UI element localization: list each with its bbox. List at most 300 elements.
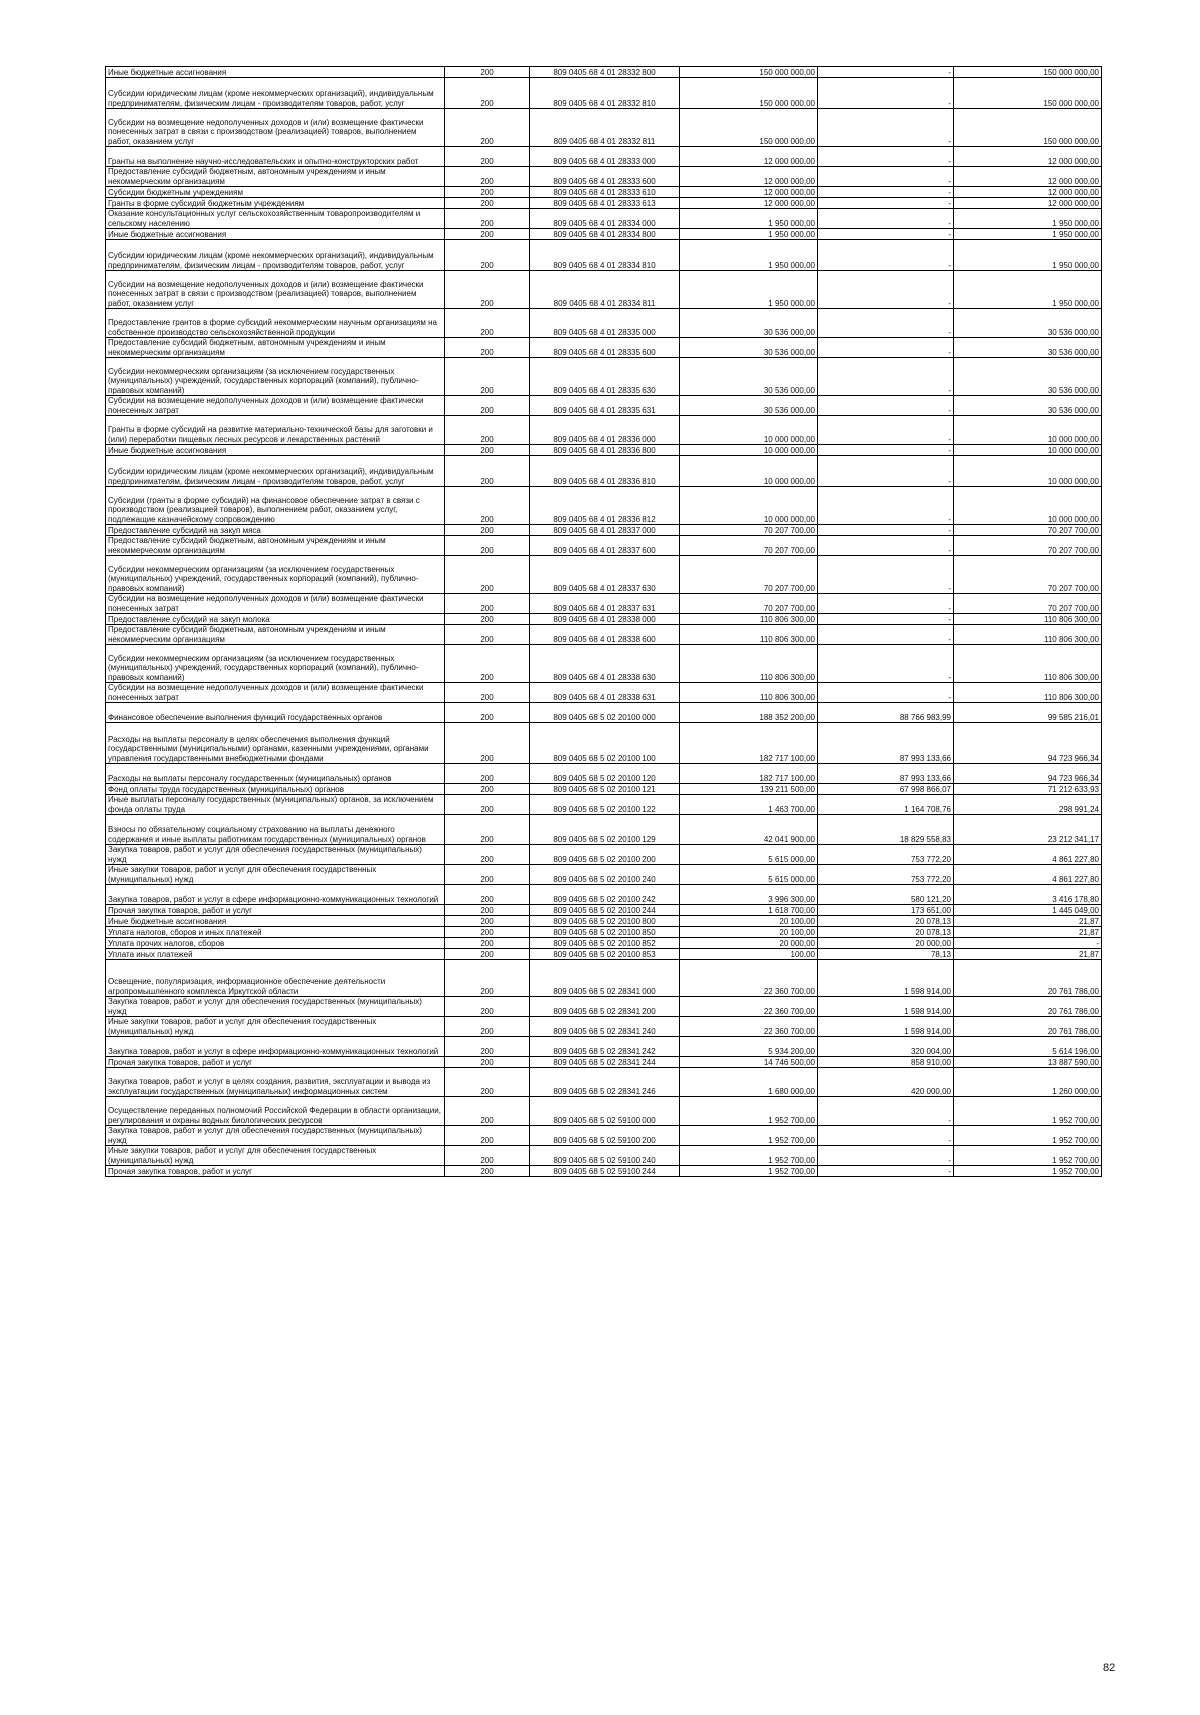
row-approved: 70 207 700,00 bbox=[680, 536, 818, 556]
row-name: Предоставление субсидий на закуп мяса bbox=[106, 525, 445, 536]
row-code: 200 bbox=[445, 1146, 530, 1166]
row-executed: 1 598 914,00 bbox=[818, 997, 954, 1017]
row-executed: - bbox=[818, 271, 954, 309]
row-unexecuted: 70 207 700,00 bbox=[954, 536, 1102, 556]
row-unexecuted: 10 000 000,00 bbox=[954, 487, 1102, 525]
row-unexecuted: 110 806 300,00 bbox=[954, 645, 1102, 683]
table-row bbox=[106, 167, 1102, 187]
row-kbk: 809 0405 68 4 01 28338 000 bbox=[530, 614, 680, 625]
row-approved: 20 100,00 bbox=[680, 927, 818, 938]
row-executed: 67 998 866,07 bbox=[818, 784, 954, 795]
table-row bbox=[106, 960, 1102, 997]
row-name: Субсидии юридическим лицам (кроме некоммерческих организаций), индивидуальным предпринимателям, физическим лицам - производителям товаров, работ, услуг bbox=[106, 240, 445, 271]
row-kbk: 809 0405 68 4 01 28335 600 bbox=[530, 338, 680, 358]
row-name: Закупка товаров, работ и услуг в сфере информационно-коммуникационных технологий bbox=[106, 885, 445, 905]
row-approved: 1 952 700,00 bbox=[680, 1097, 818, 1126]
row-executed: - bbox=[818, 1146, 954, 1166]
row-name: Субсидии на возмещение недополученных доходов и (или) возмещение фактически понесенных затрат в связи с производством (реализацией) товаров, выполнением работ, оказанием услуг bbox=[106, 109, 445, 147]
row-kbk: 809 0405 68 4 01 28333 600 bbox=[530, 167, 680, 187]
row-executed: - bbox=[818, 525, 954, 536]
row-kbk: 809 0405 68 4 01 28334 811 bbox=[530, 271, 680, 309]
row-unexecuted: 150 000 000,00 bbox=[954, 67, 1102, 78]
table-row bbox=[106, 997, 1102, 1017]
row-kbk: 809 0405 68 5 02 20100 852 bbox=[530, 938, 680, 949]
table-row bbox=[106, 456, 1102, 487]
row-approved: 22 360 700,00 bbox=[680, 960, 818, 997]
row-unexecuted: 70 207 700,00 bbox=[954, 525, 1102, 536]
row-name: Иные закупки товаров, работ и услуг для обеспечения государственных (муниципальных) нужд bbox=[106, 1017, 445, 1037]
row-name: Прочая закупка товаров, работ и услуг bbox=[106, 1166, 445, 1177]
table-row bbox=[106, 1017, 1102, 1037]
row-approved: 110 806 300,00 bbox=[680, 625, 818, 645]
row-kbk: 809 0405 68 5 02 59100 200 bbox=[530, 1126, 680, 1146]
row-executed: - bbox=[818, 240, 954, 271]
row-kbk: 809 0405 68 4 01 28333 610 bbox=[530, 187, 680, 198]
row-kbk: 809 0405 68 4 01 28334 810 bbox=[530, 240, 680, 271]
row-approved: 30 536 000,00 bbox=[680, 309, 818, 338]
row-executed: - bbox=[818, 338, 954, 358]
row-name: Субсидии на возмещение недополученных доходов и (или) возмещение фактически понесенных затрат bbox=[106, 396, 445, 416]
row-name: Уплата налогов, сборов и иных платежей bbox=[106, 927, 445, 938]
row-unexecuted: 1 260 000,00 bbox=[954, 1068, 1102, 1097]
row-executed: 88 766 983,99 bbox=[818, 703, 954, 723]
row-name: Иные закупки товаров, работ и услуг для обеспечения государственных (муниципальных) нужд bbox=[106, 1146, 445, 1166]
row-approved: 10 000 000,00 bbox=[680, 445, 818, 456]
row-executed: - bbox=[818, 396, 954, 416]
row-kbk: 809 0405 68 4 01 28335 630 bbox=[530, 358, 680, 396]
table-row bbox=[106, 396, 1102, 416]
row-executed: - bbox=[818, 167, 954, 187]
row-kbk: 809 0405 68 4 01 28337 600 bbox=[530, 536, 680, 556]
row-kbk: 809 0405 68 5 02 28341 240 bbox=[530, 1017, 680, 1037]
row-kbk: 809 0405 68 4 01 28336 000 bbox=[530, 416, 680, 445]
row-executed: 753 772,20 bbox=[818, 845, 954, 865]
row-approved: 30 536 000,00 bbox=[680, 338, 818, 358]
row-kbk: 809 0405 68 4 01 28338 630 bbox=[530, 645, 680, 683]
table-row bbox=[106, 1068, 1102, 1097]
budget-execution-table bbox=[105, 66, 1102, 1177]
row-approved: 20 100,00 bbox=[680, 916, 818, 927]
row-executed: - bbox=[818, 445, 954, 456]
row-kbk: 809 0405 68 5 02 20100 244 bbox=[530, 905, 680, 916]
table-row bbox=[106, 556, 1102, 594]
row-name: Субсидии юридическим лицам (кроме некоммерческих организаций), индивидуальным предпринимателям, физическим лицам - производителям товаров, работ, услуг bbox=[106, 456, 445, 487]
row-unexecuted: 1 952 700,00 bbox=[954, 1126, 1102, 1146]
row-code: 200 bbox=[445, 938, 530, 949]
row-kbk: 809 0405 68 4 01 28335 631 bbox=[530, 396, 680, 416]
row-code: 200 bbox=[445, 487, 530, 525]
page-number: 82 bbox=[1103, 1662, 1116, 1674]
row-unexecuted: - bbox=[954, 938, 1102, 949]
row-code: 200 bbox=[445, 949, 530, 960]
row-executed: - bbox=[818, 67, 954, 78]
row-unexecuted: 150 000 000,00 bbox=[954, 109, 1102, 147]
row-code: 200 bbox=[445, 1166, 530, 1177]
row-unexecuted: 20 761 786,00 bbox=[954, 960, 1102, 997]
table-row bbox=[106, 885, 1102, 905]
row-executed: 580 121,20 bbox=[818, 885, 954, 905]
row-code: 200 bbox=[445, 885, 530, 905]
row-approved: 10 000 000,00 bbox=[680, 487, 818, 525]
table-row bbox=[106, 109, 1102, 147]
row-name: Закупка товаров, работ и услуг в сфере информационно-коммуникационных технологий bbox=[106, 1037, 445, 1057]
row-code: 200 bbox=[445, 703, 530, 723]
row-name: Предоставление субсидий бюджетным, автономным учреждениям и иным некоммерческим организациям bbox=[106, 167, 445, 187]
row-unexecuted: 4 861 227,80 bbox=[954, 845, 1102, 865]
row-name: Субсидии на возмещение недополученных доходов и (или) возмещение фактически понесенных затрат bbox=[106, 594, 445, 614]
row-code: 200 bbox=[445, 614, 530, 625]
row-kbk: 809 0405 68 5 02 20100 000 bbox=[530, 703, 680, 723]
table-row bbox=[106, 445, 1102, 456]
row-approved: 70 207 700,00 bbox=[680, 525, 818, 536]
row-code: 200 bbox=[445, 198, 530, 209]
row-approved: 1 950 000,00 bbox=[680, 209, 818, 229]
row-executed: 20 000,00 bbox=[818, 938, 954, 949]
row-name: Субсидии юридическим лицам (кроме некоммерческих организаций), индивидуальным предпринимателям, физическим лицам - производителям товаров, работ, услуг bbox=[106, 78, 445, 109]
row-approved: 188 352 200,00 bbox=[680, 703, 818, 723]
row-code: 200 bbox=[445, 845, 530, 865]
row-approved: 10 000 000,00 bbox=[680, 456, 818, 487]
row-kbk: 809 0405 68 4 01 28336 810 bbox=[530, 456, 680, 487]
row-kbk: 809 0405 68 5 02 28341 244 bbox=[530, 1057, 680, 1068]
table-row bbox=[106, 1097, 1102, 1126]
row-code: 200 bbox=[445, 396, 530, 416]
row-executed: - bbox=[818, 229, 954, 240]
row-code: 200 bbox=[445, 338, 530, 358]
row-name: Субсидии (гранты в форме субсидий) на финансовое обеспечение затрат в связи с производством (реализацией товаров), выполнением работ, оказанием услуг, подлежащие казначейскому сопровождению bbox=[106, 487, 445, 525]
row-approved: 5 615 000,00 bbox=[680, 865, 818, 885]
row-executed: 20 078,13 bbox=[818, 916, 954, 927]
row-name: Субсидии бюджетным учреждениям bbox=[106, 187, 445, 198]
row-name: Субсидии некоммерческим организациям (за исключением государственных (муниципальных) учреждений, государственных корпораций (компаний), публично-правовых компаний) bbox=[106, 556, 445, 594]
row-unexecuted: 1 950 000,00 bbox=[954, 271, 1102, 309]
row-name: Расходы на выплаты персоналу в целях обеспечения выполнения функций государственными (муниципальными) органами, казенными учреждениями, органами управления государственными внебюджетными фондами bbox=[106, 723, 445, 764]
row-approved: 30 536 000,00 bbox=[680, 358, 818, 396]
row-kbk: 809 0405 68 5 02 28341 000 bbox=[530, 960, 680, 997]
row-kbk: 809 0405 68 4 01 28337 000 bbox=[530, 525, 680, 536]
row-code: 200 bbox=[445, 960, 530, 997]
table-row bbox=[106, 487, 1102, 525]
row-code: 200 bbox=[445, 1068, 530, 1097]
row-kbk: 809 0405 68 4 01 28337 630 bbox=[530, 556, 680, 594]
row-name: Прочая закупка товаров, работ и услуг bbox=[106, 1057, 445, 1068]
row-unexecuted: 20 761 786,00 bbox=[954, 997, 1102, 1017]
table-row bbox=[106, 240, 1102, 271]
row-executed: 1 598 914,00 bbox=[818, 960, 954, 997]
row-unexecuted: 298 991,24 bbox=[954, 795, 1102, 815]
row-name: Освещение, популяризация, информационное обеспечение деятельности агропромышленного комплекса Иркутской области bbox=[106, 960, 445, 997]
row-approved: 30 536 000,00 bbox=[680, 396, 818, 416]
row-approved: 20 000,00 bbox=[680, 938, 818, 949]
row-unexecuted: 5 614 196,00 bbox=[954, 1037, 1102, 1057]
row-unexecuted: 150 000 000,00 bbox=[954, 78, 1102, 109]
row-executed: 87 993 133,66 bbox=[818, 723, 954, 764]
row-code: 200 bbox=[445, 916, 530, 927]
row-code: 200 bbox=[445, 645, 530, 683]
row-approved: 1 952 700,00 bbox=[680, 1126, 818, 1146]
row-unexecuted: 10 000 000,00 bbox=[954, 456, 1102, 487]
row-unexecuted: 110 806 300,00 bbox=[954, 614, 1102, 625]
row-unexecuted: 21,87 bbox=[954, 916, 1102, 927]
row-approved: 150 000 000,00 bbox=[680, 109, 818, 147]
row-approved: 5 615 000,00 bbox=[680, 845, 818, 865]
row-code: 200 bbox=[445, 683, 530, 703]
table-row bbox=[106, 229, 1102, 240]
table-row bbox=[106, 927, 1102, 938]
row-unexecuted: 99 585 216,01 bbox=[954, 703, 1102, 723]
table-row bbox=[106, 815, 1102, 845]
table-row bbox=[106, 209, 1102, 229]
row-approved: 1 618 700,00 bbox=[680, 905, 818, 916]
row-code: 200 bbox=[445, 78, 530, 109]
row-name: Иные бюджетные ассигнования bbox=[106, 916, 445, 927]
row-kbk: 809 0405 68 4 01 28332 800 bbox=[530, 67, 680, 78]
row-unexecuted: 30 536 000,00 bbox=[954, 396, 1102, 416]
row-kbk: 809 0405 68 5 02 20100 122 bbox=[530, 795, 680, 815]
row-code: 200 bbox=[445, 723, 530, 764]
table-row bbox=[106, 271, 1102, 309]
row-name: Иные бюджетные ассигнования bbox=[106, 229, 445, 240]
row-approved: 1 680 000,00 bbox=[680, 1068, 818, 1097]
row-kbk: 809 0405 68 4 01 28333 000 bbox=[530, 147, 680, 167]
table-row bbox=[106, 1166, 1102, 1177]
row-executed: - bbox=[818, 594, 954, 614]
row-kbk: 809 0405 68 5 02 28341 246 bbox=[530, 1068, 680, 1097]
row-approved: 12 000 000,00 bbox=[680, 198, 818, 209]
row-unexecuted: 94 723 966,34 bbox=[954, 764, 1102, 784]
row-unexecuted: 3 416 178,80 bbox=[954, 885, 1102, 905]
row-executed: - bbox=[818, 1097, 954, 1126]
row-name: Субсидии на возмещение недополученных доходов и (или) возмещение фактически понесенных затрат bbox=[106, 683, 445, 703]
row-kbk: 809 0405 68 4 01 28338 631 bbox=[530, 683, 680, 703]
row-name: Уплата прочих налогов, сборов bbox=[106, 938, 445, 949]
table-row bbox=[106, 784, 1102, 795]
row-name: Предоставление грантов в форме субсидий некоммерческим научным организациям на собственное производство сельскохозяйственной продукции bbox=[106, 309, 445, 338]
row-kbk: 809 0405 68 4 01 28336 800 bbox=[530, 445, 680, 456]
table-row bbox=[106, 198, 1102, 209]
table-row bbox=[106, 1037, 1102, 1057]
row-code: 200 bbox=[445, 905, 530, 916]
row-code: 200 bbox=[445, 784, 530, 795]
row-unexecuted: 30 536 000,00 bbox=[954, 358, 1102, 396]
table-row bbox=[106, 309, 1102, 338]
row-code: 200 bbox=[445, 815, 530, 845]
table-row bbox=[106, 938, 1102, 949]
row-unexecuted: 1 950 000,00 bbox=[954, 209, 1102, 229]
row-approved: 1 463 700,00 bbox=[680, 795, 818, 815]
row-approved: 110 806 300,00 bbox=[680, 683, 818, 703]
row-code: 200 bbox=[445, 525, 530, 536]
table-row bbox=[106, 536, 1102, 556]
row-kbk: 809 0405 68 5 02 28341 200 bbox=[530, 997, 680, 1017]
row-approved: 70 207 700,00 bbox=[680, 594, 818, 614]
row-name: Уплата иных платежей bbox=[106, 949, 445, 960]
row-unexecuted: 12 000 000,00 bbox=[954, 187, 1102, 198]
row-code: 200 bbox=[445, 556, 530, 594]
row-unexecuted: 1 952 700,00 bbox=[954, 1166, 1102, 1177]
row-kbk: 809 0405 68 5 02 20100 242 bbox=[530, 885, 680, 905]
row-executed: 420 000,00 bbox=[818, 1068, 954, 1097]
row-unexecuted: 70 207 700,00 bbox=[954, 594, 1102, 614]
table-row bbox=[106, 683, 1102, 703]
row-executed: - bbox=[818, 487, 954, 525]
row-approved: 110 806 300,00 bbox=[680, 614, 818, 625]
row-approved: 22 360 700,00 bbox=[680, 1017, 818, 1037]
row-unexecuted: 110 806 300,00 bbox=[954, 625, 1102, 645]
row-unexecuted: 21,87 bbox=[954, 927, 1102, 938]
row-executed: - bbox=[818, 109, 954, 147]
table-row bbox=[106, 645, 1102, 683]
table-row bbox=[106, 949, 1102, 960]
row-executed: - bbox=[818, 614, 954, 625]
row-kbk: 809 0405 68 5 02 20100 120 bbox=[530, 764, 680, 784]
row-executed: - bbox=[818, 556, 954, 594]
row-code: 200 bbox=[445, 445, 530, 456]
row-executed: 18 829 558,83 bbox=[818, 815, 954, 845]
table-row bbox=[106, 147, 1102, 167]
row-unexecuted: 94 723 966,34 bbox=[954, 723, 1102, 764]
row-name: Гранты в форме субсидий бюджетным учреждениям bbox=[106, 198, 445, 209]
row-code: 200 bbox=[445, 147, 530, 167]
row-approved: 70 207 700,00 bbox=[680, 556, 818, 594]
row-name: Субсидии на возмещение недополученных доходов и (или) возмещение фактически понесенных затрат в связи с производством (реализацией) товаров, выполнением работ, оказанием услуг bbox=[106, 271, 445, 309]
row-code: 200 bbox=[445, 271, 530, 309]
row-unexecuted: 70 207 700,00 bbox=[954, 556, 1102, 594]
row-code: 200 bbox=[445, 167, 530, 187]
row-code: 200 bbox=[445, 416, 530, 445]
row-code: 200 bbox=[445, 1017, 530, 1037]
row-name: Предоставление субсидий бюджетным, автономным учреждениям и иным некоммерческим организациям bbox=[106, 338, 445, 358]
table-row bbox=[106, 358, 1102, 396]
row-approved: 14 746 500,00 bbox=[680, 1057, 818, 1068]
row-executed: 173 651,00 bbox=[818, 905, 954, 916]
row-unexecuted: 12 000 000,00 bbox=[954, 167, 1102, 187]
row-unexecuted: 12 000 000,00 bbox=[954, 198, 1102, 209]
row-name: Субсидии некоммерческим организациям (за исключением государственных (муниципальных) учреждений, государственных корпораций (компаний), публично-правовых компаний) bbox=[106, 645, 445, 683]
row-code: 200 bbox=[445, 1057, 530, 1068]
row-approved: 150 000 000,00 bbox=[680, 67, 818, 78]
row-approved: 12 000 000,00 bbox=[680, 147, 818, 167]
row-executed: 320 004,00 bbox=[818, 1037, 954, 1057]
row-unexecuted: 30 536 000,00 bbox=[954, 309, 1102, 338]
row-code: 200 bbox=[445, 358, 530, 396]
table-row bbox=[106, 525, 1102, 536]
row-name: Закупка товаров, работ и услуг для обеспечения государственных (муниципальных) нужд bbox=[106, 1126, 445, 1146]
budget-table-body bbox=[106, 67, 1102, 1177]
row-unexecuted: 1 950 000,00 bbox=[954, 229, 1102, 240]
row-code: 200 bbox=[445, 456, 530, 487]
row-approved: 1 950 000,00 bbox=[680, 240, 818, 271]
row-code: 200 bbox=[445, 109, 530, 147]
table-row bbox=[106, 703, 1102, 723]
row-unexecuted: 21,87 bbox=[954, 949, 1102, 960]
table-row bbox=[106, 67, 1102, 78]
row-executed: - bbox=[818, 456, 954, 487]
row-kbk: 809 0405 68 5 02 20100 240 bbox=[530, 865, 680, 885]
table-row bbox=[106, 1126, 1102, 1146]
row-code: 200 bbox=[445, 240, 530, 271]
row-name: Осуществление переданных полномочий Российской Федерации в области организации, регулирования и охраны водных биологических ресурсов bbox=[106, 1097, 445, 1126]
row-kbk: 809 0405 68 5 02 59100 000 bbox=[530, 1097, 680, 1126]
row-approved: 3 996 300,00 bbox=[680, 885, 818, 905]
row-unexecuted: 1 952 700,00 bbox=[954, 1146, 1102, 1166]
row-code: 200 bbox=[445, 1037, 530, 1057]
row-executed: - bbox=[818, 536, 954, 556]
row-approved: 1 952 700,00 bbox=[680, 1146, 818, 1166]
row-name: Иные выплаты персоналу государственных (муниципальных) органов, за исключением фонда оплаты труда bbox=[106, 795, 445, 815]
row-code: 200 bbox=[445, 594, 530, 614]
row-code: 200 bbox=[445, 1097, 530, 1126]
table-row bbox=[106, 614, 1102, 625]
row-executed: - bbox=[818, 209, 954, 229]
row-executed: 753 772,20 bbox=[818, 865, 954, 885]
row-unexecuted: 20 761 786,00 bbox=[954, 1017, 1102, 1037]
row-executed: - bbox=[818, 358, 954, 396]
row-name: Финансовое обеспечение выполнения функций государственных органов bbox=[106, 703, 445, 723]
row-executed: 20 078,13 bbox=[818, 927, 954, 938]
row-name: Закупка товаров, работ и услуг для обеспечения государственных (муниципальных) нужд bbox=[106, 845, 445, 865]
table-row bbox=[106, 795, 1102, 815]
row-kbk: 809 0405 68 4 01 28338 600 bbox=[530, 625, 680, 645]
row-kbk: 809 0405 68 4 01 28334 000 bbox=[530, 209, 680, 229]
row-name: Предоставление субсидий бюджетным, автономным учреждениям и иным некоммерческим организациям bbox=[106, 536, 445, 556]
row-kbk: 809 0405 68 5 02 59100 244 bbox=[530, 1166, 680, 1177]
table-row bbox=[106, 78, 1102, 109]
row-name: Иные закупки товаров, работ и услуг для обеспечения государственных (муниципальных) нужд bbox=[106, 865, 445, 885]
row-approved: 1 952 700,00 bbox=[680, 1166, 818, 1177]
row-code: 200 bbox=[445, 229, 530, 240]
row-name: Закупка товаров, работ и услуг в целях создания, развития, эксплуатации и вывода из эксплуатации государственных (муниципальных) информационных систем bbox=[106, 1068, 445, 1097]
row-executed: - bbox=[818, 309, 954, 338]
table-row bbox=[106, 865, 1102, 885]
row-kbk: 809 0405 68 4 01 28333 613 bbox=[530, 198, 680, 209]
row-executed: - bbox=[818, 683, 954, 703]
row-name: Гранты на выполнение научно-исследовательских и опытно-конструкторских работ bbox=[106, 147, 445, 167]
row-kbk: 809 0405 68 5 02 20100 853 bbox=[530, 949, 680, 960]
row-code: 200 bbox=[445, 209, 530, 229]
row-executed: - bbox=[818, 645, 954, 683]
row-name: Гранты в форме субсидий на развитие материально-технической базы для заготовки и (или) переработки пищевых лесных ресурсов и лекарственных растений bbox=[106, 416, 445, 445]
row-executed: 858 910,00 bbox=[818, 1057, 954, 1068]
row-kbk: 809 0405 68 5 02 20100 850 bbox=[530, 927, 680, 938]
row-approved: 22 360 700,00 bbox=[680, 997, 818, 1017]
row-code: 200 bbox=[445, 795, 530, 815]
row-unexecuted: 13 887 590,00 bbox=[954, 1057, 1102, 1068]
row-kbk: 809 0405 68 5 02 20100 129 bbox=[530, 815, 680, 845]
row-approved: 1 950 000,00 bbox=[680, 271, 818, 309]
row-executed: - bbox=[818, 1166, 954, 1177]
row-code: 200 bbox=[445, 625, 530, 645]
row-unexecuted: 1 445 049,00 bbox=[954, 905, 1102, 916]
row-name: Взносы по обязательному социальному страхованию на выплаты денежного содержания и иные выплаты работникам государственных (муниципальных) органов bbox=[106, 815, 445, 845]
row-executed: - bbox=[818, 187, 954, 198]
row-kbk: 809 0405 68 4 01 28332 811 bbox=[530, 109, 680, 147]
row-name: Расходы на выплаты персоналу государственных (муниципальных) органов bbox=[106, 764, 445, 784]
row-kbk: 809 0405 68 5 02 20100 800 bbox=[530, 916, 680, 927]
row-kbk: 809 0405 68 4 01 28334 800 bbox=[530, 229, 680, 240]
row-name: Закупка товаров, работ и услуг для обеспечения государственных (муниципальных) нужд bbox=[106, 997, 445, 1017]
row-approved: 139 211 500,00 bbox=[680, 784, 818, 795]
row-code: 200 bbox=[445, 187, 530, 198]
table-row bbox=[106, 723, 1102, 764]
row-unexecuted: 10 000 000,00 bbox=[954, 416, 1102, 445]
row-executed: - bbox=[818, 625, 954, 645]
row-name: Предоставление субсидий на закуп молока bbox=[106, 614, 445, 625]
row-name: Оказание консультационных услуг сельскохозяйственным товаропроизводителям и сельскому населению bbox=[106, 209, 445, 229]
row-executed: - bbox=[818, 416, 954, 445]
row-code: 200 bbox=[445, 309, 530, 338]
table-row bbox=[106, 416, 1102, 445]
